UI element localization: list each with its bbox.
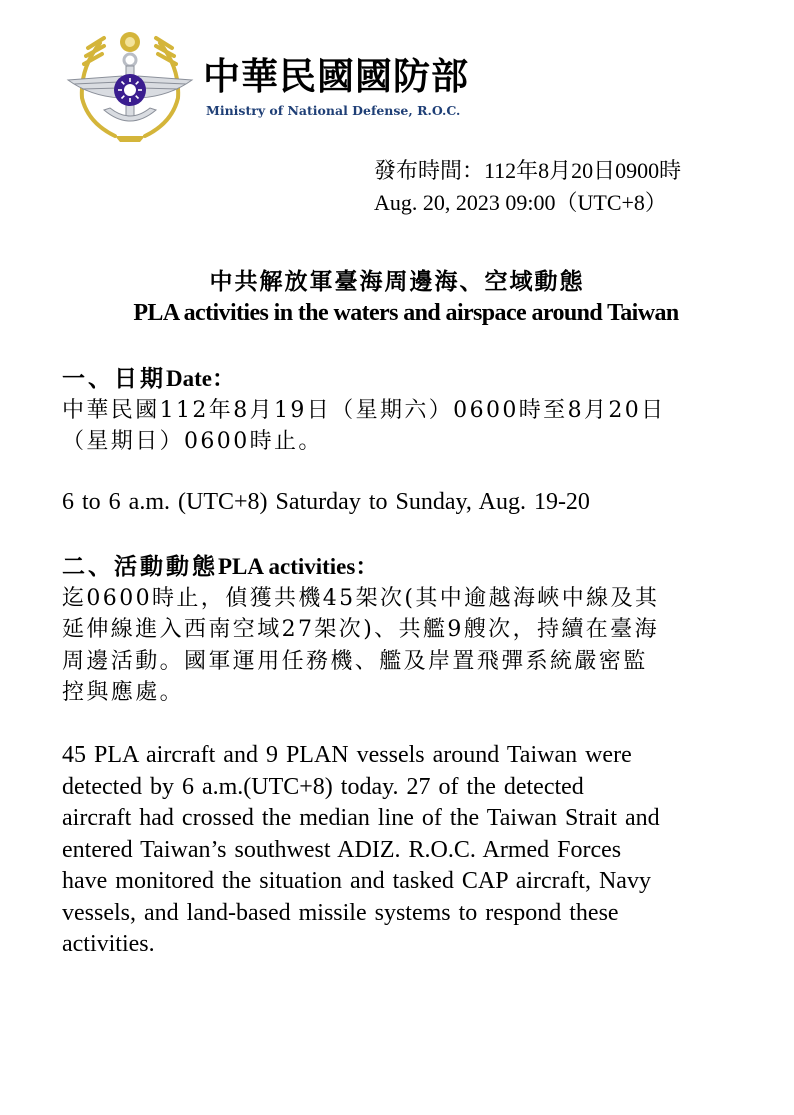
text-line: activities. xyxy=(62,931,155,957)
page-title-zh: 中共解放軍臺海周邊海、空域動態 xyxy=(209,268,585,295)
text-line: 迄0600時止，偵獲共機45架次(其中逾越海峽中線及其 xyxy=(62,585,660,611)
blue-sky-white-sun-icon xyxy=(114,74,146,106)
text-line: 45 PLA aircraft and 9 PLAN vessels around Taiwan were xyxy=(62,742,632,768)
text-line: aircraft had crossed the median line of the Taiwan Strait and xyxy=(62,805,660,831)
text-line: 中華民國112年8月19日（星期六）0600時至8月20日 xyxy=(62,397,666,423)
section-heading-en: PLA activities： xyxy=(218,554,379,579)
org-name-zh: 中華民國國防部 xyxy=(203,54,469,98)
release-time-en: Aug. 20, 2023 09:00（UTC+8） xyxy=(374,190,667,215)
text-line: （星期日）0600時止。 xyxy=(62,429,323,454)
plum-blossom-icon xyxy=(120,32,140,52)
page-title-en: PLA activities in the waters and airspace around Taiwan xyxy=(133,300,679,326)
release-time xyxy=(374,155,681,219)
section-heading-en: Date： xyxy=(166,366,235,391)
mnd-emblem-icon xyxy=(60,28,200,143)
text-line: have monitored the situation and tasked CAP aircraft, Navy xyxy=(62,868,651,894)
date-text-zh xyxy=(62,395,772,458)
section-date xyxy=(62,363,772,458)
release-time-zh: 發布時間：112年8月20日0900時 xyxy=(374,158,682,183)
section-pla-activities xyxy=(62,551,772,709)
activities-text-en xyxy=(62,740,772,961)
section-heading-zh: 一、日期 xyxy=(62,365,166,392)
section-heading-zh: 二、活動動態 xyxy=(62,553,218,580)
date-text-en: 6 to 6 a.m. (UTC+8) Saturday to Sunday, Aug. 19-20 xyxy=(62,489,590,515)
org-name-en: Ministry of National Defense, R.O.C. xyxy=(206,103,461,118)
text-line: vessels, and land-based missile systems to respond these xyxy=(62,899,619,926)
text-line: 延伸線進入西南空域27架次)、共艦9艘次，持續在臺海 xyxy=(62,617,659,642)
text-line: 控與應處。 xyxy=(62,680,185,705)
ribbon-knot-icon xyxy=(115,136,145,142)
text-line: detected by 6 a.m.(UTC+8) today. 27 of the detected xyxy=(62,773,584,800)
text-line: entered Taiwan’s southwest ADIZ. R.O.C. Armed Forces xyxy=(62,836,622,863)
activities-text-zh xyxy=(62,583,772,709)
section-heading xyxy=(62,551,772,583)
text-line: 周邊活動。國軍運用任務機、艦及岸置飛彈系統嚴密監 xyxy=(62,648,648,674)
section-heading xyxy=(62,363,772,395)
